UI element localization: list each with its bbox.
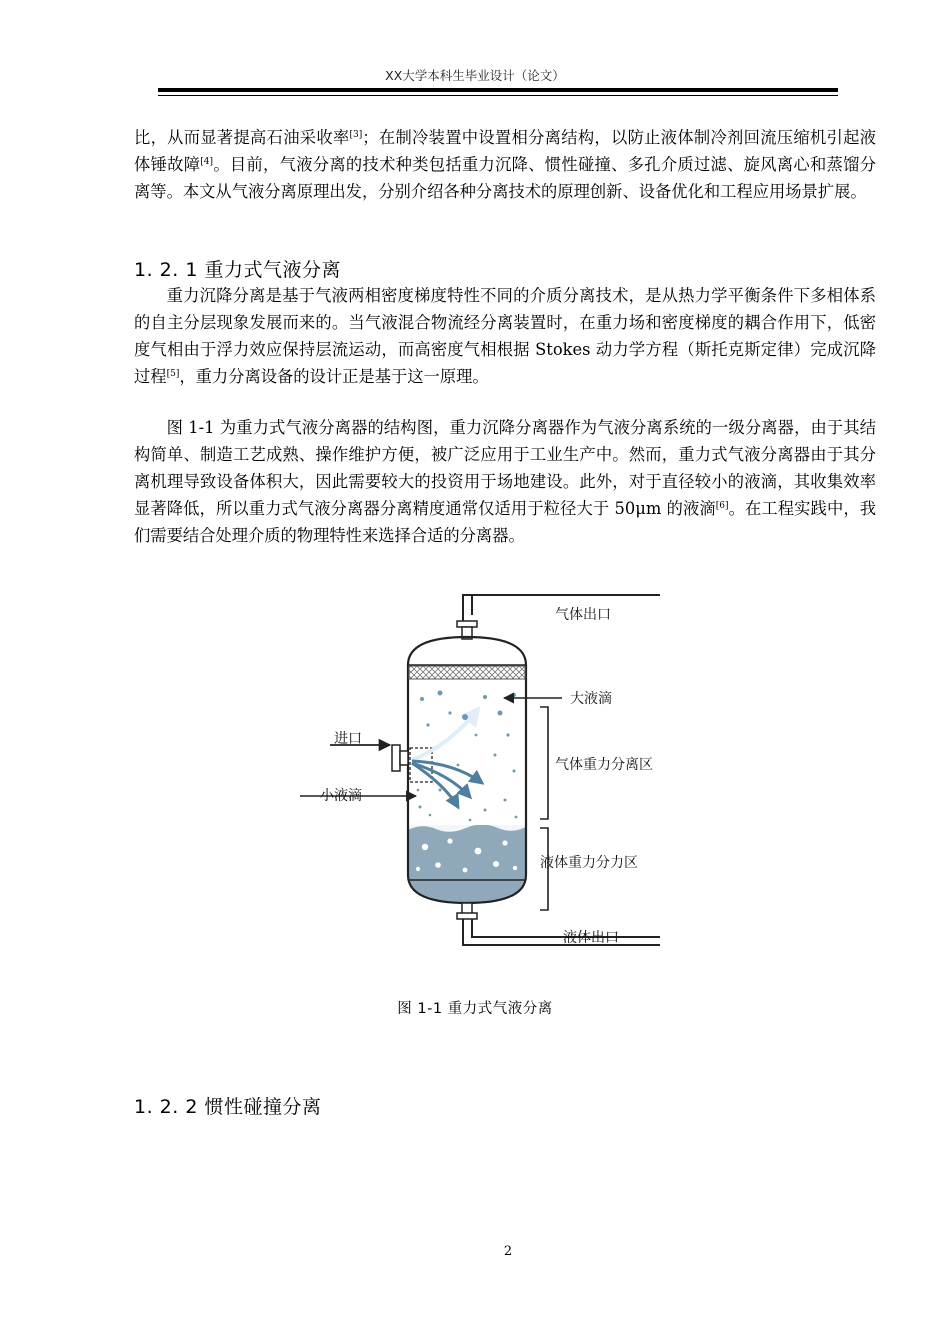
paragraph-text: 图 1-1 为重力式气液分离器的结构图，重力沉降分离器作为气液分离系统的一级分离器，由于其结构简单、制造工艺成熟、操作维护方便，被广泛应用于工业生产中。然而，重力式气液分离器由于其分离机理导致设备体积大，因此需要较大的投资用于场地建设。此外，对于直径较小的液滴，其收集效率显著降低，所以重力式气液分离器分离精度通常仅适用于粒径大于 50μm 的液滴 — [134, 418, 876, 518]
paragraph-text: 重力沉降分离是基于气液两相密度梯度特性不同的介质分离技术，是从热力学平衡条件下多相体系的自主分层现象发展而来的。当气液混合物流经分离装置时，在重力场和密度梯度的耦合作用下，低密度气相由于浮力效应保持层流运动，而高密度气相根据 Stokes 动力学方程（斯托克斯定律）完成沉降过程 — [134, 286, 876, 386]
heading-title: 重力式气液分离 — [204, 259, 341, 281]
flow-streams — [412, 709, 482, 807]
paragraph-gravity-principle — [134, 282, 876, 390]
section-heading-1-2-2 — [134, 1092, 322, 1119]
label-large-droplet: 大液滴 — [570, 691, 612, 707]
paragraph-text: 。在工程实践中，我们需要结合处理介质的物理特性来选择合适的分离器。 — [134, 499, 876, 545]
label-liquid-outlet: 液体出口 — [563, 930, 619, 946]
vessel-body — [408, 637, 526, 903]
droplets — [417, 691, 518, 822]
paragraph-text: ，重力分离设备的设计正是基于这一原理。 — [179, 367, 489, 386]
label-small-droplet: 小液滴 — [320, 788, 362, 804]
running-header: XX大学本科生毕业设计（论文） — [385, 68, 565, 83]
liquid-outlet-pipe — [457, 903, 660, 945]
separator-diagram — [300, 585, 660, 975]
paragraph-text: ；在制冷装置中设置相分离结构，以防止液体制冷剂回流压缩机引起液体锤故障 — [134, 128, 876, 174]
label-inlet: 进口 — [334, 731, 362, 747]
paragraph-separator-description — [134, 414, 876, 549]
header-rule-thin — [158, 95, 838, 96]
figure-caption: 图 1-1 重力式气液分离 — [397, 1001, 553, 1017]
heading-number: 1. 2. 2 — [134, 1096, 198, 1118]
paragraph-text: 比，从而显著提高石油采收率 — [134, 128, 350, 147]
heading-number: 1. 2. 1 — [134, 259, 198, 281]
label-gas-zone: 气体重力分离区 — [555, 757, 653, 773]
heading-title: 惯性碰撞分离 — [204, 1096, 322, 1118]
header-rule-thick — [158, 88, 838, 92]
citation: [5] — [166, 369, 180, 379]
page-number: 2 — [503, 1244, 513, 1259]
paragraph-intro — [134, 124, 876, 205]
label-gas-outlet: 气体出口 — [555, 607, 611, 623]
section-heading-1-2-1 — [134, 255, 341, 282]
separator-figure — [300, 585, 660, 975]
label-liquid-zone: 液体重力分力区 — [540, 855, 638, 871]
citation: [6] — [715, 501, 729, 511]
paragraph-text: 。目前，气液分离的技术种类包括重力沉降、惯性碰撞、多孔介质过滤、旋风离心和蒸馏分离等。本文从气液分离原理出发，分别介绍各种分离技术的原理创新、设备优化和工程应用场景扩展。 — [134, 155, 876, 201]
citation: [3] — [349, 130, 363, 140]
citation: [4] — [200, 157, 214, 167]
